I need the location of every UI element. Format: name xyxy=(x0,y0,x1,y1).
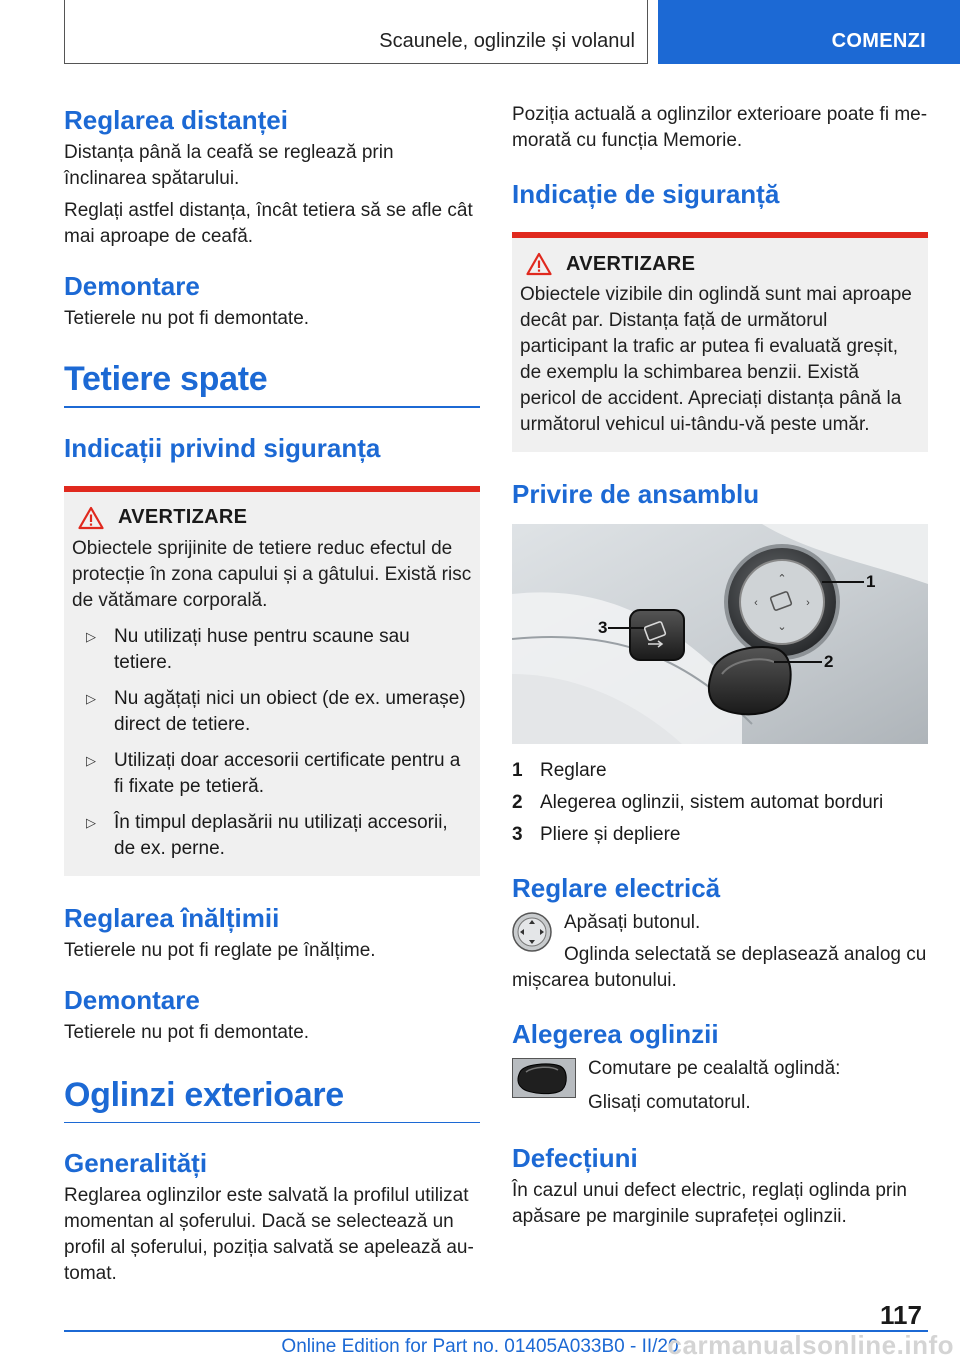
heading-overview: Privire de ansamblu xyxy=(512,479,760,509)
right-column xyxy=(512,102,928,1230)
svg-text:‹: ‹ xyxy=(754,597,758,609)
left-column xyxy=(64,102,480,1287)
mirror-controls-figure xyxy=(512,524,928,744)
bullet-triangle-icon: ▷ xyxy=(86,752,96,768)
header-section-tab[interactable] xyxy=(658,0,960,64)
warning-header xyxy=(72,506,472,530)
heading-general: Generalități xyxy=(64,1148,208,1178)
heading-rear-headrests: Tetiere spate xyxy=(64,360,268,398)
text-distance-1: Distanța până la ceafă se reglează prin înclinarea spătarului. xyxy=(64,142,394,189)
text-memory: Poziția actuală a oglinzilor exterioare poate fi me-morată cu funcția Memorie. xyxy=(512,104,928,151)
watermark: carmanualsonline.info xyxy=(667,1330,954,1360)
callout-label-1: 1 xyxy=(866,572,876,591)
svg-text:⌃: ⌃ xyxy=(777,573,787,585)
heading-mirror-select: Alegerea oglinzii xyxy=(512,1019,719,1049)
four-way-knob-icon xyxy=(512,912,552,952)
legend-item: 3 Pliere și depliere xyxy=(512,824,681,845)
page-number: 117 xyxy=(880,1300,922,1330)
heading-demontare-2: Demontare xyxy=(64,984,200,1015)
text-select-1: Comutare pe cealaltă oglindă: xyxy=(588,1058,841,1079)
list-item: ▷ Nu agățați nici un obiect (de ex. umerașe) direct de tetiere. xyxy=(86,687,466,735)
heading-exterior-mirrors: Oglinzi exterioare xyxy=(64,1075,344,1114)
mirror-controls-illustration xyxy=(512,524,928,744)
text-faults: În cazul unui defect electric, reglați oglinda prin apăsare pe marginile suprafeței oglinzii. xyxy=(512,1180,908,1227)
warning-title: AVERTIZARE xyxy=(566,252,696,275)
bullet-triangle-icon: ▷ xyxy=(86,690,96,706)
heading-electric-adjust: Reglare electrică xyxy=(512,873,721,903)
text-electric-2: Oglinda selectată se deplasează analog cu mișcarea butonului. xyxy=(512,944,927,991)
heading-distance: Reglarea distanței xyxy=(64,105,288,135)
callout-label-2: 2 xyxy=(824,652,834,671)
heading-safety-notes: Indicații privind siguranța xyxy=(64,432,381,463)
list-item: ▷ În timpul deplasării nu utilizați accesorii, de ex. perne. xyxy=(86,811,448,859)
svg-text:›: › xyxy=(806,597,810,609)
heading-safety-note: Indicație de siguranță xyxy=(512,179,780,209)
warning-icon xyxy=(526,252,552,276)
electric-adjust-block xyxy=(512,910,928,994)
text-demontare-1: Tetierele nu pot fi demontate. xyxy=(64,308,310,329)
warning-box xyxy=(512,232,928,452)
text-general: Reglarea oglinzilor este salvată la profilul utilizat momentan al șoferului. Dacă se selectează un profil al șoferului, poziția salvată se apelează au-tomat. xyxy=(64,1185,474,1284)
legend-item: 1 Reglare xyxy=(512,760,607,781)
footer-edition: Online Edition for Part no. 01405A033B0 - II/20 xyxy=(281,1336,679,1357)
section-rule xyxy=(64,1122,480,1124)
bullet-triangle-icon: ▷ xyxy=(86,628,96,644)
text-demontare-2: Tetierele nu pot fi demontate. xyxy=(64,1021,310,1043)
figure-legend xyxy=(512,758,928,848)
warning-header xyxy=(520,252,920,276)
text-select-2: Glisați comutatorul. xyxy=(588,1092,751,1113)
list-item: ▷ Nu utilizați huse pentru scaune sau tetiere. xyxy=(86,625,410,673)
header-chapter-title: Scaunele, oglinzile și volanul xyxy=(379,30,635,52)
text-distance-2: Reglați astfel distanța, încât tetiera să se afle cât mai aproape de ceafă. xyxy=(64,200,473,247)
legend-item: 2 Alegerea oglinzii, sistem automat borduri xyxy=(512,792,884,813)
section-rule xyxy=(64,406,480,408)
warning-title: AVERTIZARE xyxy=(118,506,248,528)
warning-text: Obiectele sprijinite de tetiere reduc efectul de protecție în zona capului și a gâtului. Există risc de vătămare corporală. xyxy=(72,537,472,611)
mirror-switch-icon xyxy=(512,1058,576,1098)
mirror-select-block xyxy=(512,1056,928,1116)
heading-demontare-1: Demontare xyxy=(64,271,200,301)
list-item: ▷ Utilizați doar accesorii certificate pentru a fi fixate pe tetieră. xyxy=(86,749,461,797)
text-electric-1: Apăsați butonul. xyxy=(564,912,701,933)
warning-bullets xyxy=(72,624,472,862)
warning-box xyxy=(64,486,480,876)
text-height: Tetierele nu pot fi reglate pe înălțime. xyxy=(64,939,376,961)
heading-height: Reglarea înălțimii xyxy=(64,902,280,933)
header-chapter-box xyxy=(64,0,648,64)
bullet-triangle-icon: ▷ xyxy=(86,814,96,830)
warning-text: Obiectele vizibile din oglindă sunt mai aproape decât par. Distanța față de următorul participant la trafic ar putea fi evaluată greșit, de exemplu la schimbarea benzii. Există pericol de accident. Apreciați distanța până la următorul vehicul ui-tându-vă peste umăr. xyxy=(520,284,912,435)
callout-label-3: 3 xyxy=(598,618,608,637)
header-section-label: COMENZI xyxy=(831,30,926,52)
heading-faults: Defecțiuni xyxy=(512,1143,638,1173)
warning-icon xyxy=(78,506,104,530)
svg-text:⌄: ⌄ xyxy=(777,621,787,633)
